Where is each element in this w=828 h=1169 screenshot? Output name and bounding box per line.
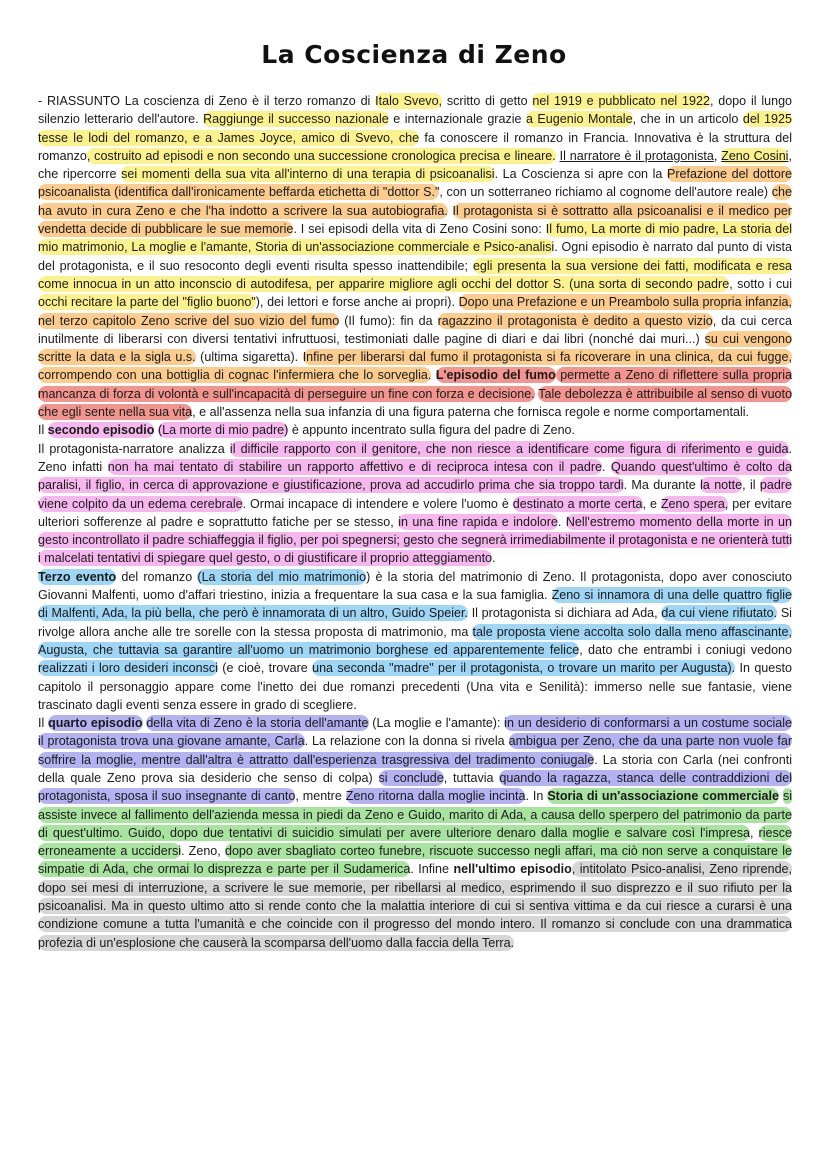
paragraph-intro (38, 92, 792, 421)
text-span: è appunto incentrato sulla figura del padre di Zeno. (288, 423, 576, 438)
highlight-red: Tale debolezza è attribuibile al senso di vuoto che egli sente nella sua vita (38, 386, 792, 420)
text-span: , mentre (295, 789, 346, 804)
text-span: , e all'assenza nella sua infanzia di una figura paterna che fornisca regole e norme comportamentali. (192, 405, 750, 420)
text-span: , e (642, 496, 661, 511)
highlight-blue: una seconda "madre" per il protagonista, o trovare un marito per Augusta). (312, 661, 736, 676)
highlight-pink: (La morte di mio padre) (157, 423, 289, 438)
highlight-green: dopo aver sbagliato corteo funebre, riscuote successo negli affari, ma ciò non serve a conquistare le simpatie di Ada, che ormai lo disprezza e parte per il Sudamerica (38, 844, 792, 877)
highlight-orange: su cui vengono scritte la data e la sigla u.s. (38, 331, 792, 365)
highlight-pink: destinato a morte certa (512, 496, 643, 511)
highlight-purple: in un desiderio di conformarsi a un costume sociale il protagonista trova una giovane amante, Carla (38, 716, 792, 749)
highlight-green: riesce erroneamente a uccidersi (38, 825, 792, 859)
highlight-red-bold: L'episodio del fumo (435, 368, 556, 383)
text-span: . Ormai incapace di intendere e volere l'uomo è (242, 496, 513, 511)
text-span: , tuttavia (443, 770, 500, 785)
highlight-pink: Zeno spera, (660, 496, 729, 511)
highlight-orange: Dopo una Prefazione e un Preambolo sulla propria infanzia, nel terzo capitolo Zeno scrive del suo vizio del fumo (38, 295, 792, 328)
highlight-yellow: Zeno Cosini (721, 148, 789, 163)
text-span: (ultima sigaretta). (195, 350, 303, 365)
text-span: scritto di getto (442, 94, 533, 108)
highlight-purple: della vita di Zeno è la storia dell'amante (146, 716, 369, 731)
highlight-pink: padre viene colpito da un edema cerebrale (38, 478, 792, 511)
text-span: per evitare ulteriori sofferenze al padre e soprattutto fatiche per se stesso, (38, 496, 793, 529)
page-title: La Coscienza di Zeno (261, 40, 567, 69)
text-span: , il (742, 478, 760, 493)
text-span: . (601, 459, 612, 474)
highlight-yellow: egli presenta la sua versione dei fatti, modificata e resa come innocua in un atto inconscio di autodifesa, per apparire migliore agli occhi del dottor S. (una sorta di secondo padre (38, 258, 792, 291)
text-span: Il protagonista-narratore analizza (38, 441, 230, 456)
highlight-green: si assiste invece al fallimento dell'azienda messa in piedi da Zeno e Guido, marito di Ada, a causa dello sperpero del patrimonio da parte di quest'ultimo. Guido, dopo due tentativi di suicidio simulati per avere ulteriore denaro dalla moglie e salvare così l'impresa (38, 789, 793, 840)
highlight-orange: Il protagonista si è sottratto alla psicoanalisi e il medico per vendetta decide di pubblicare le sue memorie (38, 203, 792, 237)
highlight-yellow: a Eugenio Montale (525, 112, 633, 127)
highlight-yellow: occhi recitare la parte del "figlio buono" (38, 295, 256, 310)
text-span (448, 204, 453, 218)
highlight-red: permette a Zeno di riflettere sulla propria (555, 368, 792, 383)
highlight-yellow: nel 1919 e pubblicato nel 1922 (532, 94, 710, 108)
highlight-purple: ambigua per Zeno, che da una parte non vuole far soffrire la moglie, mentre dall'altra è attratto dall'esperienza trasgressiva del tradimento coniugale (38, 734, 792, 767)
highlight-pink: Quando quest'ultimo è colto da paralisi, il figlio, in cerca di approvazione e giustificazione, prova ad accudirlo prima che sia troppo tardi (38, 459, 792, 493)
text-span: (Il fumo): fin da (339, 313, 438, 328)
text-span: , che ripercorre (38, 148, 792, 182)
text-span: . La storia con Carla (nei confronti della quale Zeno prova sia desiderio che senso di colpa) (38, 752, 793, 785)
highlight-yellow: sei momenti della sua vita all'interno di una terapia di psicoanalisi (121, 167, 495, 182)
text-span: , dopo il lungo silenzio letterario dell'autore. (38, 94, 793, 127)
highlight-blue: Zeno si innamora di una delle quattro figlie di Malfenti, Ada, la più bella, che però è innamorata di un altro, Guido Speier. (38, 588, 792, 621)
highlight-pink: la notte (700, 478, 743, 493)
bold-text: nell'ultimo episodio (453, 862, 572, 877)
highlight-pink: il difficile rapporto con il genitore, che non riesce a identificare come figura di riferimento e guida (229, 441, 789, 456)
highlight-purple: Zeno ritorna dalla moglie incinta (345, 789, 526, 804)
highlight-yellow: del 1925 tesse le lodi del romanzo, e a James Joyce, amico di Svevo, che (38, 112, 792, 145)
highlight-red: mancanza di forza di volontà e sull'incapacità di perseguire un fine con forza e decisione. (38, 386, 535, 401)
highlight-orange: Infine per liberarsi dal fumo il protagonista si fa ricoverare in una clinica, da cui fugge, corrompendo con una bottiglia di cognac l'infermiera che lo sorveglia. (38, 350, 792, 383)
text-span: Il (38, 716, 49, 731)
text-span: . Zeno infatti (38, 441, 792, 474)
paragraph-third-episode (38, 568, 792, 714)
highlight-blue: da cui viene rifiutato. (661, 606, 778, 621)
text-span: , (713, 148, 722, 163)
text-span: , (749, 825, 759, 840)
text-span: In questo capitolo il personaggio appare come l'inetto dei due romanzi precedenti (Una vita e Senilità): immerso nelle sue fantasie, viene trascinato dagli eventi senza essere in grado di scegliere. (38, 661, 792, 712)
highlight-blue: (La storia del mio matrimonio (197, 569, 367, 584)
text-span: , che in un articolo (632, 112, 743, 127)
text-span: , dato che entrambi i coniugi vedono (579, 642, 793, 657)
text-span: . Zeno, (181, 844, 225, 859)
highlight-blue: realizzati i loro desideri inconsci (38, 661, 218, 676)
paragraph-father (38, 440, 792, 568)
highlight-pink: Nell'estremo momento della morte in un gesto incontrollato il padre schiaffeggia il figlio, per poi spegnersi; gesto che segnerà irrimediabilmente il protagonista e ne orienterà tutti i malcelati tentativi di spiegare quel gesto, o di giustificare il proprio atteggiamento (38, 514, 792, 566)
text-span: . La relazione con la donna si rivela (304, 734, 509, 749)
highlight-yellow: , costruito ad episodi e non secondo una successione cronologica precisa e lineare. (86, 148, 556, 163)
text-span: . La Coscienza si apre con la (494, 167, 667, 182)
text-span: (e cioè, trovare (217, 661, 313, 676)
text-span: . In (525, 789, 548, 804)
highlight-green-bold: Storia di un'associazione commerciale (547, 789, 779, 804)
text-span: . Ma durante (623, 478, 701, 493)
text-span: Il (38, 423, 48, 438)
highlight-orange: che ha avuto in cura Zeno e che l'ha indotto a scrivere la sua autobiografia. (38, 185, 792, 218)
highlight-purple: quando la ragazza, stanca delle contraddizioni del protagonista, sposa il suo insegnante di canto (38, 770, 792, 804)
highlight-orange: Prefazione del dottore psicoanalista (identifica dall'ironicamente beffarda etichetta di "dottor S." (38, 167, 792, 200)
text-span: Si rivolge allora anche alle tre sorelle con la stessa proposta di matrimonio, ma (38, 606, 792, 639)
highlight-purple-bold: quarto episodio (48, 716, 143, 731)
highlight-orange: ragazzino il protagonista è dedito a questo vizio (437, 313, 713, 328)
text-span: , sotto i cui (729, 276, 792, 291)
text-span: , con un sotterraneo richiamo al cognome dell'autore reale) (439, 185, 772, 200)
highlight-purple: si conclude (378, 770, 444, 785)
text-span: e internazionale grazie (388, 112, 526, 127)
text-span: . (557, 514, 566, 529)
text-span: . Infine (410, 862, 454, 877)
underlined-text: Il narratore è il protagonista (559, 148, 714, 163)
highlight-pink: non ha mai tentato di stabilire un rapporto affettivo e di reciproca intesa con il padre (107, 459, 602, 474)
highlight-blue-bold: Terzo evento (38, 569, 117, 584)
paragraph-fourth-episode (38, 714, 792, 952)
text-span: - RIASSUNTO La coscienza di Zeno è il terzo romanzo di (38, 94, 376, 108)
text-span: ), dei lettori e forse anche ai propri). (255, 295, 455, 310)
highlight-yellow: Italo Svevo, (375, 94, 443, 108)
summary-body (38, 92, 792, 952)
text-span: (La moglie e l'amante): (368, 716, 505, 731)
text-span: ) è la storia del matrimonio di Zeno. Il protagonista, dopo aver conosciuto Giovanni Malfenti, uomo d'affari triestino, inizia a frequentare la sua casa e la sua famiglia. (38, 569, 792, 603)
text-span: del romanzo (116, 569, 198, 584)
highlight-blue: tale proposta viene accolta solo dalla meno affascinante, Augusta, che tuttavia sa garantire all'uomo un matrimonio borghese ed apparentemente felice (38, 624, 792, 657)
highlight-gray: , intitolato Psico-analisi, Zeno riprende, dopo sei mesi di interruzione, a scrivere le sue memorie, per ribellarsi al medico, esprimendo il suo disprezzo e il suo rifiuto per la psicoanalisi. Ma in questo ultimo atto si rende conto che la malattia interiore di cui si sentiva vittima e da cui riesce a curarsi è una condizione comune a tutta l'umanità e che coincide con il progresso del mondo intero. Il romanzo si conclude con una drammatica profezia di un'esplosione che causerà la scomparsa dell'uomo dalla faccia della Terra. (38, 862, 793, 950)
text-span: . Ogni episodio è narrato dal punto di vista del protagonista, e il suo resoconto degli eventi risulta spesso inattendibile; (38, 240, 792, 273)
paragraph-second-episode (38, 421, 792, 439)
text-span: . (492, 551, 496, 566)
highlight-pink: in una fine rapida e indolore (398, 514, 558, 529)
highlight-yellow: Raggiunge il successo nazionale (203, 112, 389, 127)
text-span: . I sei episodi della vita di Zeno Cosini sono: (293, 222, 546, 237)
highlight-pink-bold: secondo episodio (47, 423, 155, 438)
highlight-yellow: Il fumo, La morte di mio padre, La storia del mio matrimonio, La moglie e l'amante, Storia di un'associazione commerciale e Psico-analisi (38, 222, 792, 255)
text-span: fa conoscere il romanzo in Francia. Innovativa è la struttura del romanzo (38, 130, 792, 163)
text-span: , da cui cerca inutilmente di liberarsi con diversi tentativi infruttuosi, testimoniati dalle pagine di diari e dai libri (nonché dai muri...) (38, 313, 792, 346)
text-span: Il protagonista si dichiara ad Ada, (467, 606, 662, 621)
